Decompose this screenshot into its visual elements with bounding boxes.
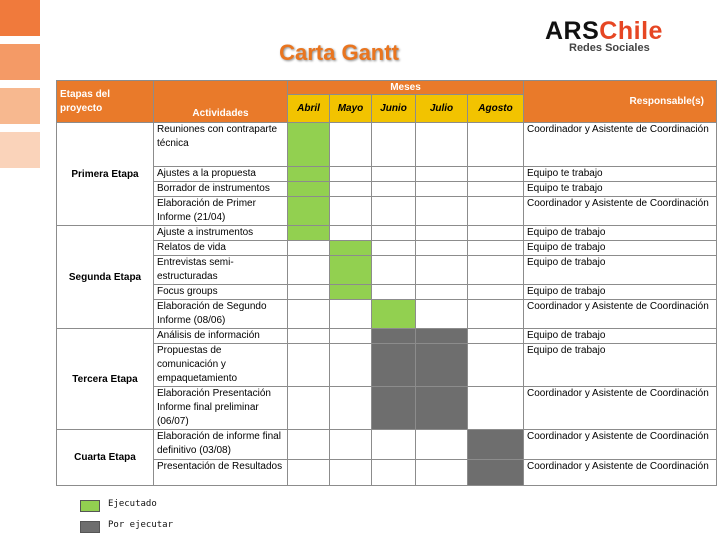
month-header: Mayo: [330, 95, 372, 123]
activity-name: Borrador de instrumentos: [154, 182, 288, 197]
gantt-cell-empty: [468, 344, 524, 387]
gantt-cell-empty: [372, 460, 416, 486]
gantt-cell-empty: [416, 167, 468, 182]
gantt-cell-empty: [330, 197, 372, 226]
gantt-cell-empty: [288, 387, 330, 430]
gantt-cell-pending: [416, 344, 468, 387]
activity-row: [57, 300, 717, 329]
gantt-cell-empty: [288, 430, 330, 460]
gantt-cell-empty: [288, 300, 330, 329]
gantt-cell-empty: [288, 344, 330, 387]
activity-row: [57, 387, 717, 430]
gantt-cell-pending: [416, 387, 468, 430]
gantt-cell-empty: [416, 123, 468, 167]
activity-name: Focus groups: [154, 285, 288, 300]
responsible-cell: Equipo te trabajo: [524, 182, 717, 197]
activity-name: Ajuste a instrumentos: [154, 226, 288, 241]
gantt-cell-empty: [416, 430, 468, 460]
responsible-cell: Coordinador y Asistente de Coordinación: [524, 300, 717, 329]
header-stages: Etapas del proyecto: [57, 81, 154, 123]
gantt-cell-executed: [330, 285, 372, 300]
activity-row: [57, 167, 717, 182]
gantt-cell-empty: [416, 197, 468, 226]
gantt-cell-pending: [416, 329, 468, 344]
gantt-cell-empty: [288, 460, 330, 486]
activity-row: [57, 226, 717, 241]
responsible-cell: Coordinador y Asistente de Coordinación: [524, 123, 717, 167]
gantt-cell-executed: [330, 241, 372, 256]
gantt-cell-empty: [468, 241, 524, 256]
gantt-cell-executed: [288, 226, 330, 241]
gantt-cell-empty: [330, 182, 372, 197]
header-row-1: [57, 81, 717, 95]
deco-square: [0, 88, 40, 124]
gantt-cell-empty: [330, 344, 372, 387]
activity-row: [57, 460, 717, 486]
responsible-cell: Equipo de trabajo: [524, 285, 717, 300]
gantt-cell-empty: [372, 123, 416, 167]
activity-row: [57, 123, 717, 167]
activity-row: [57, 285, 717, 300]
legend-executed-swatch: [80, 500, 100, 512]
activity-row: [57, 344, 717, 387]
month-header: Agosto: [468, 95, 524, 123]
responsible-cell: Equipo de trabajo: [524, 329, 717, 344]
logo-text-ars: ARS: [545, 17, 600, 45]
header-activities: Actividades: [154, 81, 288, 123]
gantt-cell-empty: [330, 387, 372, 430]
gantt-cell-empty: [416, 460, 468, 486]
responsible-cell: Coordinador y Asistente de Coordinación: [524, 387, 717, 430]
gantt-cell-empty: [372, 241, 416, 256]
gantt-cell-empty: [372, 182, 416, 197]
gantt-body: [57, 81, 717, 486]
month-header: Abril: [288, 95, 330, 123]
gantt-cell-empty: [288, 256, 330, 285]
gantt-cell-empty: [468, 226, 524, 241]
gantt-cell-executed: [288, 167, 330, 182]
header-months: Meses: [288, 81, 524, 95]
gantt-cell-empty: [330, 460, 372, 486]
responsible-cell: Equipo de trabajo: [524, 241, 717, 256]
activity-row: [57, 329, 717, 344]
gantt-cell-empty: [416, 285, 468, 300]
deco-square: [0, 0, 40, 36]
activity-row: [57, 182, 717, 197]
activity-row: [57, 430, 717, 460]
gantt-cell-empty: [288, 285, 330, 300]
activity-name: Elaboración de informe final definitivo (03/08): [154, 430, 288, 460]
gantt-cell-pending: [372, 387, 416, 430]
stage-label: Primera Etapa: [57, 123, 154, 226]
gantt-cell-empty: [468, 197, 524, 226]
page-title: Carta Gantt: [279, 40, 399, 65]
gantt-cell-empty: [468, 167, 524, 182]
gantt-cell-empty: [468, 123, 524, 167]
gantt-cell-pending: [372, 344, 416, 387]
gantt-cell-empty: [330, 167, 372, 182]
gantt-cell-empty: [372, 256, 416, 285]
gantt-cell-empty: [288, 241, 330, 256]
gantt-cell-executed: [288, 197, 330, 226]
gantt-cell-empty: [468, 329, 524, 344]
gantt-cell-empty: [330, 329, 372, 344]
gantt-cell-empty: [372, 285, 416, 300]
header-responsible: Responsable(s): [524, 81, 717, 123]
deco-square: [0, 132, 40, 168]
gantt-cell-empty: [330, 300, 372, 329]
activity-row: [57, 256, 717, 285]
gantt-cell-empty: [288, 329, 330, 344]
gantt-cell-empty: [372, 226, 416, 241]
responsible-cell: Equipo de trabajo: [524, 344, 717, 387]
gantt-cell-empty: [372, 167, 416, 182]
gantt-cell-empty: [416, 241, 468, 256]
gantt-cell-empty: [468, 285, 524, 300]
gantt-table: [56, 80, 717, 486]
activity-name: Elaboración de Primer Informe (21/04): [154, 197, 288, 226]
logo-subtitle: Redes Sociales: [569, 42, 650, 54]
gantt-cell-executed: [288, 123, 330, 167]
activity-name: Propuestas de comunicación y empaquetamiento: [154, 344, 288, 387]
activity-name: Presentación de Resultados: [154, 460, 288, 486]
responsible-cell: Equipo te trabajo: [524, 167, 717, 182]
legend-pending-swatch: [80, 521, 100, 533]
activity-name: Ajustes a la propuesta: [154, 167, 288, 182]
logo-text-chile: Chile: [599, 17, 663, 45]
month-header: Junio: [372, 95, 416, 123]
gantt-cell-executed: [288, 182, 330, 197]
activity-name: Relatos de vida: [154, 241, 288, 256]
gantt-cell-executed: [372, 300, 416, 329]
gantt-cell-empty: [330, 226, 372, 241]
responsible-cell: Equipo de trabajo: [524, 256, 717, 285]
responsible-cell: Equipo de trabajo: [524, 226, 717, 241]
legend-executed-label: Ejecutado: [108, 499, 157, 509]
gantt-cell-pending: [468, 430, 524, 460]
gantt-cell-pending: [372, 329, 416, 344]
gantt-cell-empty: [468, 300, 524, 329]
gantt-cell-empty: [330, 430, 372, 460]
gantt-cell-empty: [372, 430, 416, 460]
stage-label: Tercera Etapa: [57, 329, 154, 430]
gantt-cell-empty: [416, 256, 468, 285]
stage-label: Cuarta Etapa: [57, 430, 154, 486]
gantt-cell-executed: [330, 256, 372, 285]
activity-name: Elaboración de Segundo Informe (08/06): [154, 300, 288, 329]
gantt-cell-empty: [468, 387, 524, 430]
responsible-cell: Coordinador y Asistente de Coordinación: [524, 430, 717, 460]
gantt-cell-empty: [416, 300, 468, 329]
responsible-cell: Coordinador y Asistente de Coordinación: [524, 197, 717, 226]
gantt-cell-empty: [416, 226, 468, 241]
responsible-cell: Coordinador y Asistente de Coordinación: [524, 460, 717, 486]
gantt-cell-empty: [330, 123, 372, 167]
activity-name: Análisis de información: [154, 329, 288, 344]
legend-pending-label: Por ejecutar: [108, 520, 174, 530]
activity-name: Elaboración Presentación Informe final preliminar (06/07): [154, 387, 288, 430]
gantt-cell-empty: [416, 182, 468, 197]
month-header: Julio: [416, 95, 468, 123]
ars-chile-logo: [545, 16, 715, 56]
gantt-cell-pending: [468, 460, 524, 486]
activity-name: Entrevistas semi-estructuradas: [154, 256, 288, 285]
activity-row: [57, 197, 717, 226]
activity-name: Reuniones con contraparte técnica: [154, 123, 288, 167]
gantt-cell-empty: [468, 256, 524, 285]
stage-label: Segunda Etapa: [57, 226, 154, 329]
activity-row: [57, 241, 717, 256]
gantt-cell-empty: [468, 182, 524, 197]
gantt-cell-empty: [372, 197, 416, 226]
